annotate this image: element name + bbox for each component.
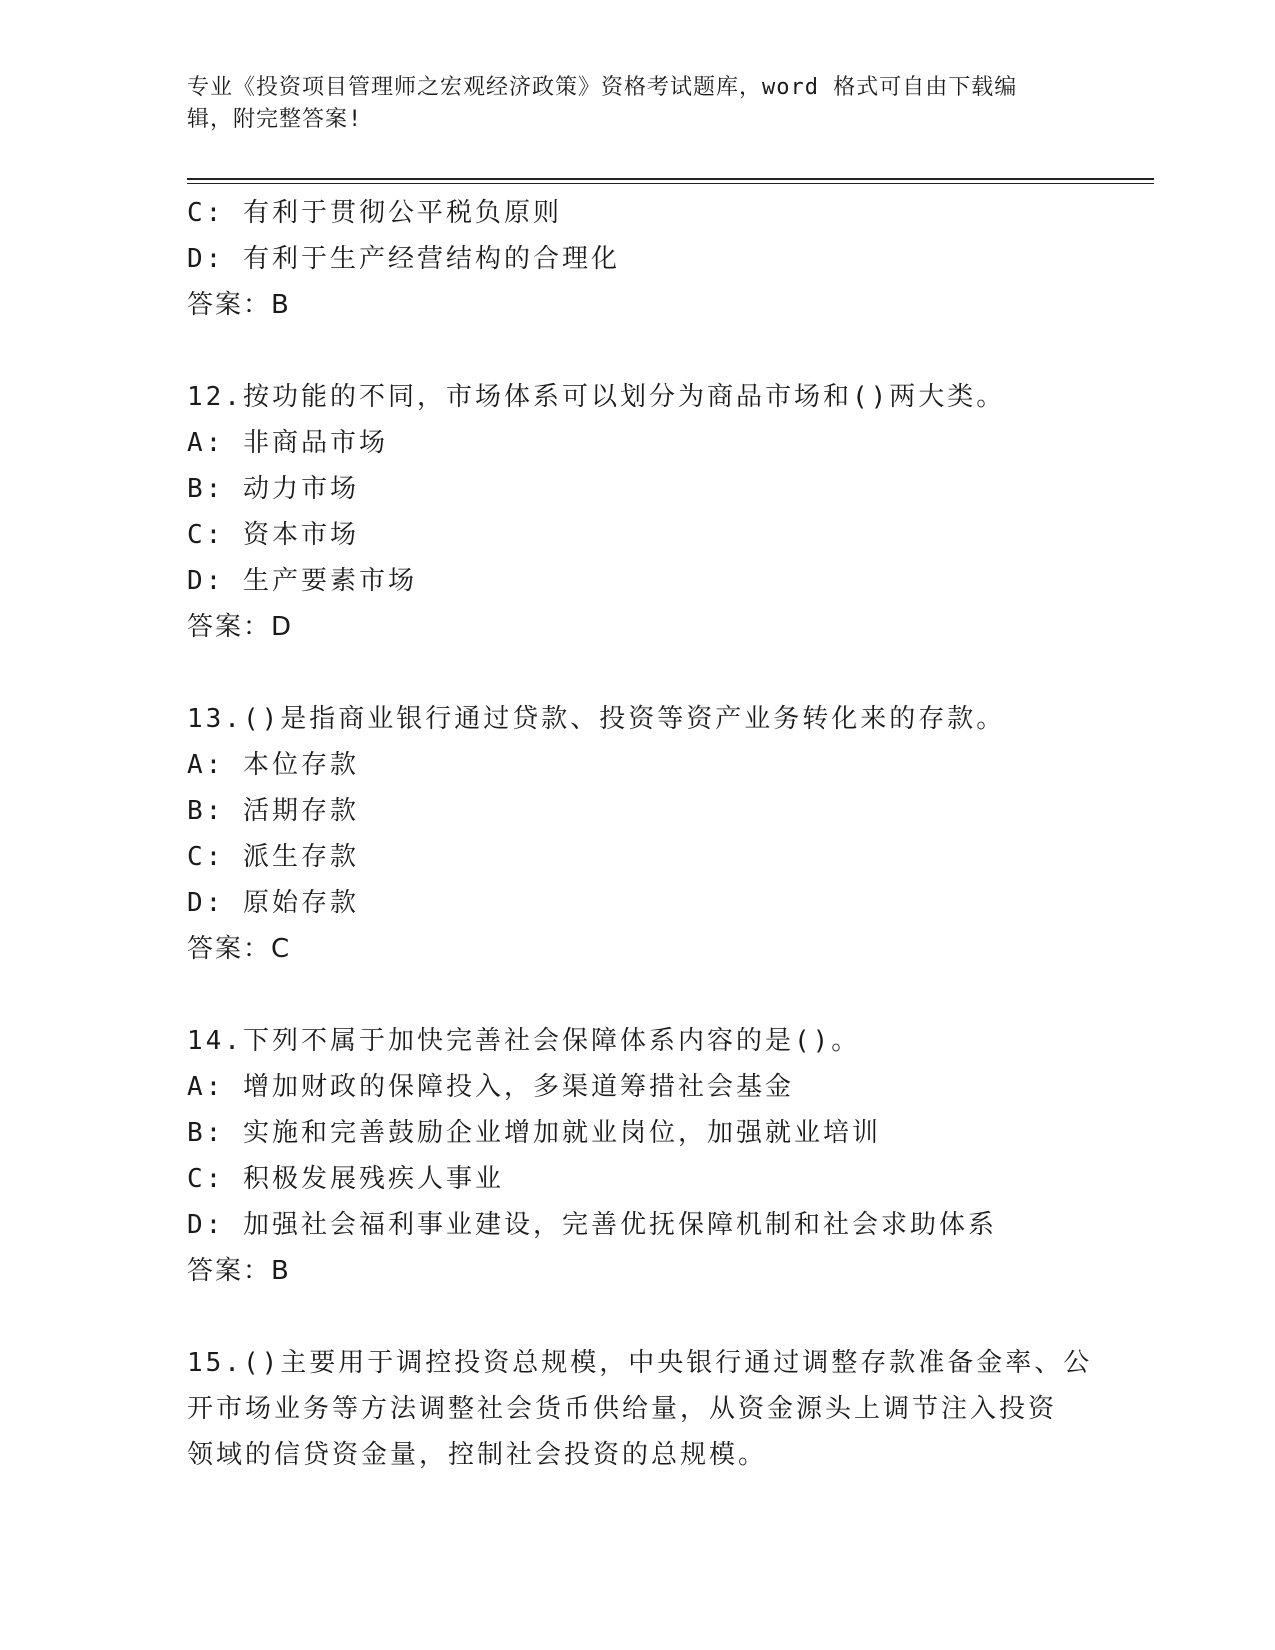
header-line-2: 辑，附完整答案! [187, 107, 363, 132]
option-c: C: 资本市场 [187, 520, 359, 550]
spacer [187, 328, 1087, 374]
option-d: D: 加强社会福利事业建设，完善优抚保障机制和社会求助体系 [187, 1210, 997, 1240]
question-stem: 12.按功能的不同，市场体系可以划分为商品市场和()两大类。 [187, 382, 1006, 412]
question-13 [187, 696, 1087, 972]
question-14 [187, 1018, 1087, 1294]
question-list [187, 190, 1093, 1478]
spacer [187, 1294, 1087, 1340]
option-c: C: 派生存款 [187, 842, 359, 872]
option-a: A: 本位存款 [187, 750, 359, 780]
answer-line: 答案：D [187, 612, 294, 642]
question-stem: 13.()是指商业银行通过贷款、投资等资产业务转化来的存款。 [187, 704, 1006, 734]
question-stem: 14.下列不属于加快完善社会保障体系内容的是()。 [187, 1026, 861, 1056]
option-b: B: 动力市场 [187, 474, 359, 504]
option-c: C: 积极发展残疾人事业 [187, 1164, 504, 1194]
option-b: B: 实施和完善鼓励企业增加就业岗位，加强就业培训 [187, 1118, 881, 1148]
option-a: A: 增加财政的保障投入，多渠道筹措社会基金 [187, 1072, 794, 1102]
question-stem-line-3: 领域的信贷资金量，控制社会投资的总规模。 [187, 1440, 768, 1470]
question-12 [187, 374, 1087, 650]
question-stem-line-2: 开市场业务等方法调整社会货币供给量，从资金源头上调节注入投资 [187, 1394, 1058, 1424]
option-d: D: 生产要素市场 [187, 566, 417, 596]
header-divider-thick [187, 178, 1154, 180]
spacer [187, 650, 1087, 696]
question-11-continued [187, 190, 1087, 328]
spacer [187, 972, 1087, 1018]
option-d: D: 原始存款 [187, 888, 359, 918]
document-header [187, 72, 1067, 136]
answer-line: 答案：B [187, 1256, 291, 1286]
header-divider-thin [187, 183, 1154, 184]
answer-line: 答案：C [187, 934, 292, 964]
question-15 [187, 1340, 1093, 1478]
option-a: A: 非商品市场 [187, 428, 388, 458]
option-c: C: 有利于贯彻公平税负原则 [187, 198, 562, 228]
header-line-1: 专业《投资项目管理师之宏观经济政策》资格考试题库，word 格式可自由下载编 [187, 75, 1018, 100]
answer-line: 答案：B [187, 290, 291, 320]
option-d: D: 有利于生产经营结构的合理化 [187, 244, 620, 274]
option-b: B: 活期存款 [187, 796, 359, 826]
question-stem-line-1: 15.()主要用于调控投资总规模，中央银行通过调整存款准备金率、公 [187, 1348, 1093, 1378]
